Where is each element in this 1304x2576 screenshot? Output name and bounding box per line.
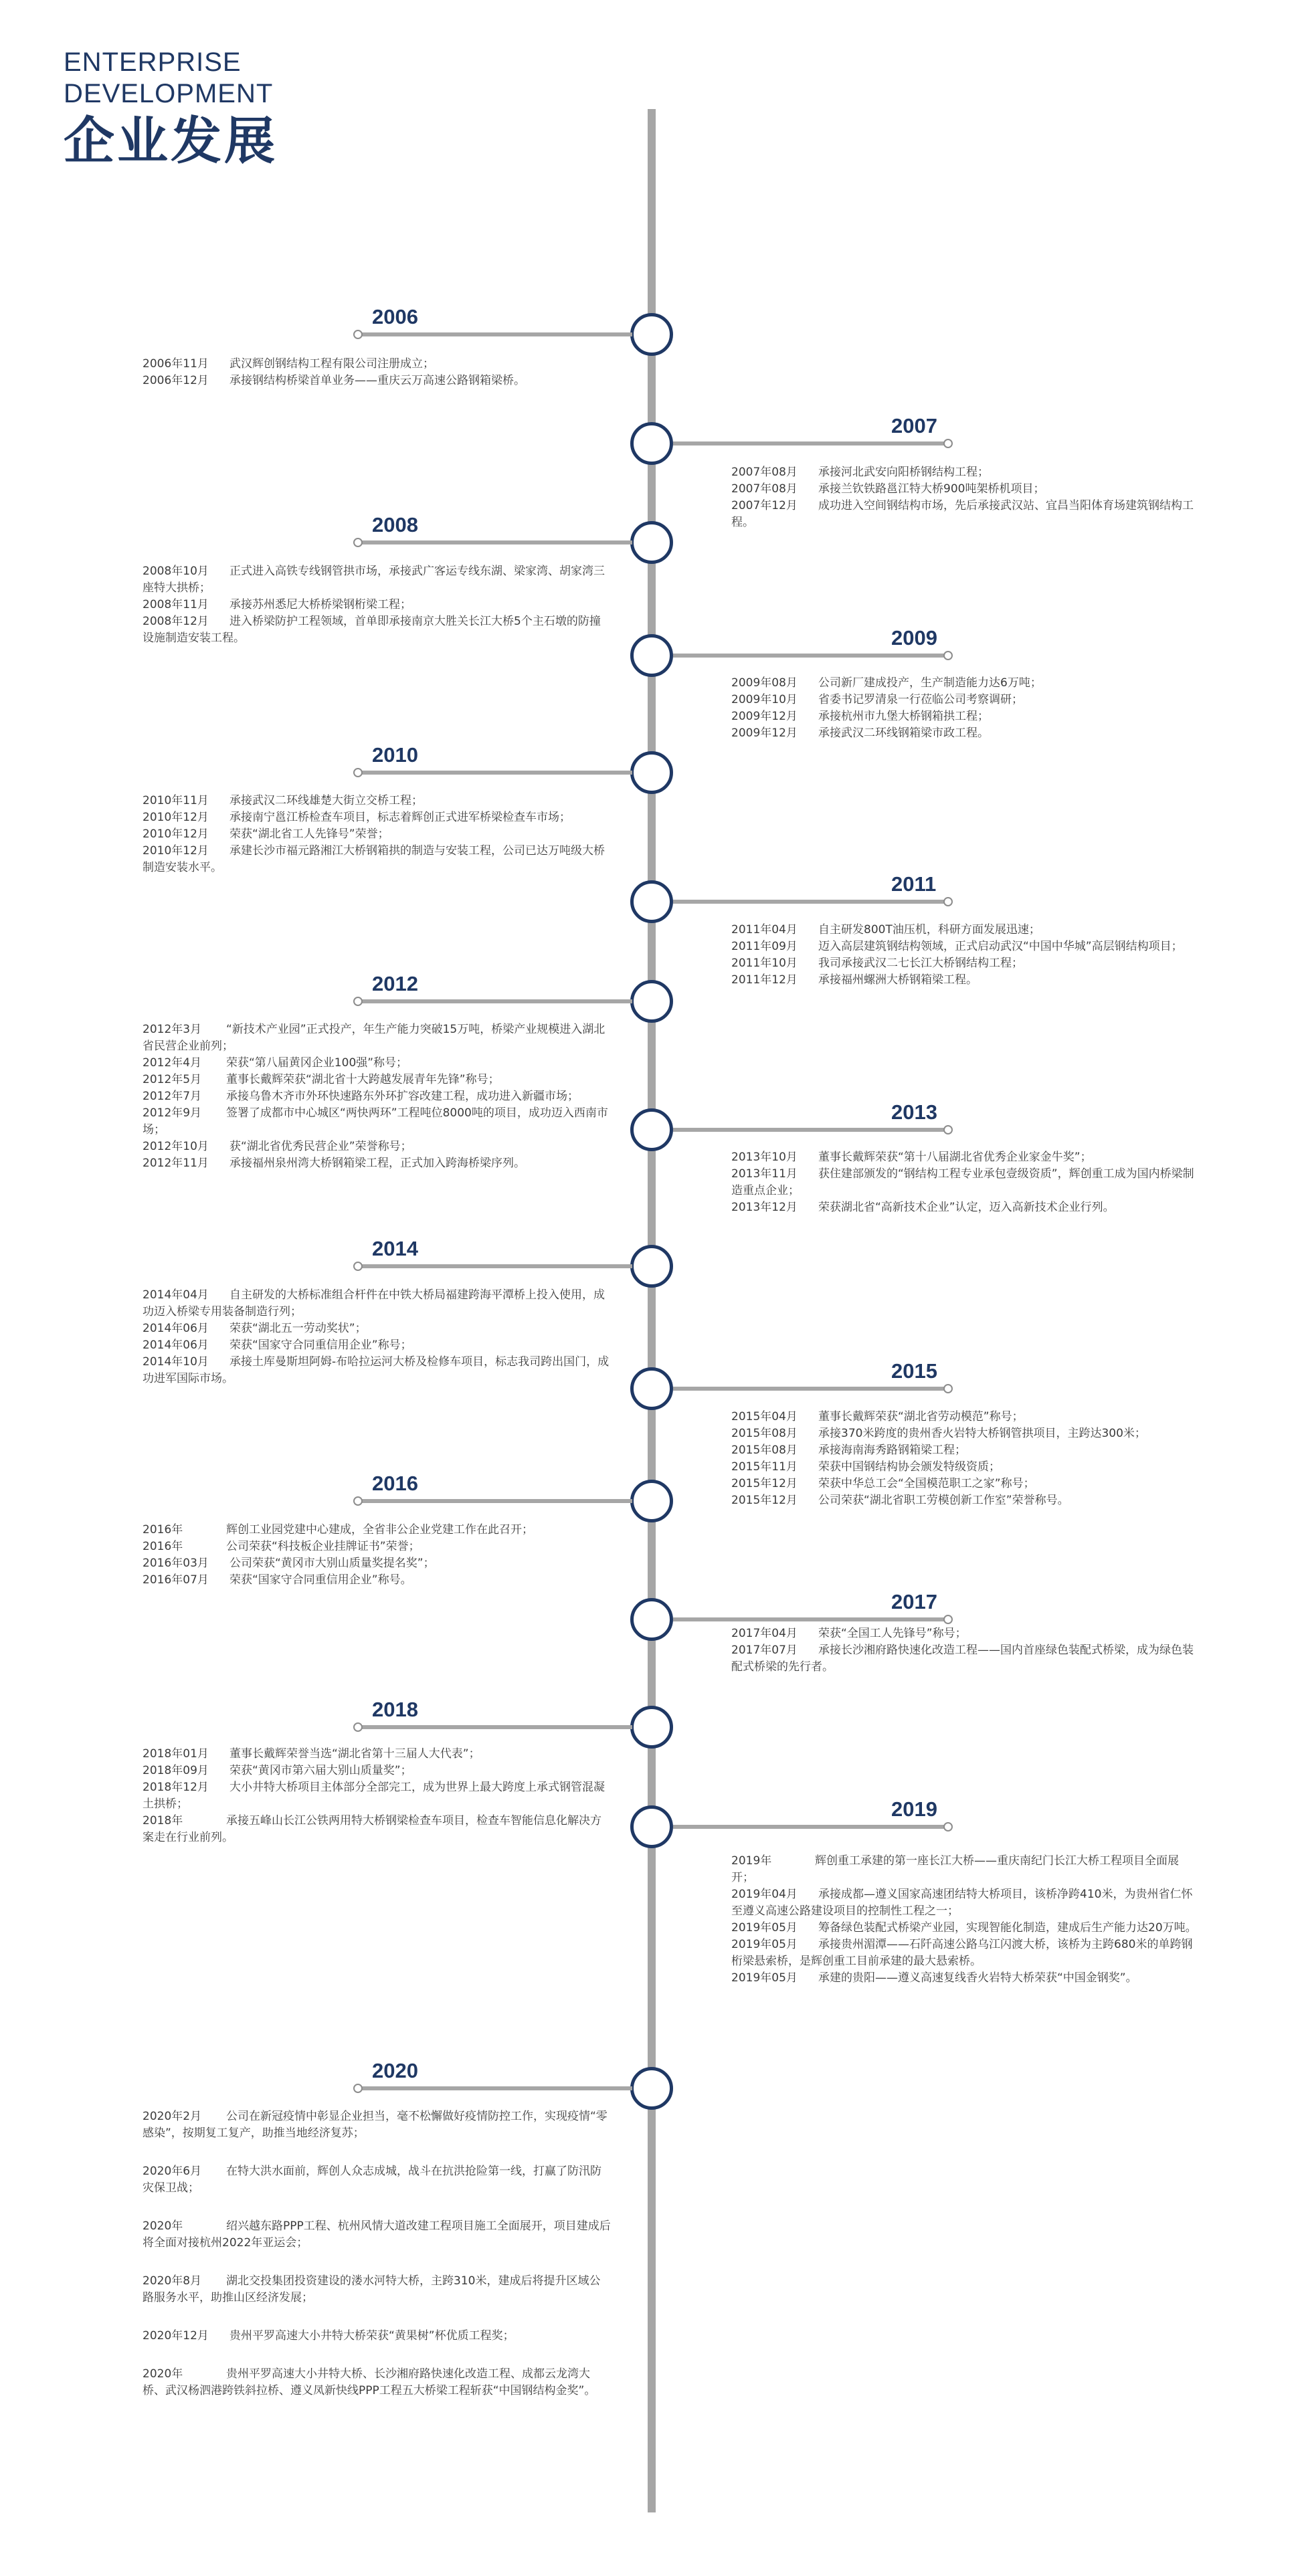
event-date: 2014年06月: [143, 1339, 209, 1352]
event-date: 2009年12月: [731, 726, 798, 740]
events-2015: [731, 1409, 1200, 1509]
timeline-branch-2020: [358, 2086, 632, 2090]
event-item: [731, 464, 1200, 481]
timeline-node-2017: [630, 1598, 673, 1641]
event-item: [143, 2218, 611, 2252]
event-item: [143, 1155, 611, 1172]
event-item: [731, 972, 1200, 989]
timeline-node-2018: [630, 1706, 673, 1749]
event-item: [731, 1642, 1200, 1676]
event-item: [143, 2273, 611, 2306]
timeline-end-dot: [943, 651, 953, 660]
year-label-2015: 2015: [891, 1359, 937, 1383]
year-label-2010: 2010: [372, 743, 418, 767]
event-item: [143, 2366, 611, 2399]
year-label-2017: 2017: [891, 1590, 937, 1613]
timeline-branch-2010: [358, 771, 632, 775]
event-item: [731, 1920, 1200, 1937]
event-date: 2020年: [143, 2219, 183, 2233]
event-item: [143, 1055, 611, 1072]
event-date: 2008年10月: [143, 565, 209, 578]
event-date: 2015年12月: [731, 1477, 798, 1490]
event-text: 荣获“国家守合同重信用企业”称号。: [229, 1573, 412, 1587]
event-item: [731, 922, 1200, 938]
event-text: “新技术产业园”正式投产，年生产能力突破15万吨，桥梁产业规模进入湖北省民营企业前列；: [143, 1023, 606, 1053]
timeline-spine: [648, 109, 656, 2512]
timeline-node-2007: [630, 422, 673, 465]
event-text: 承接武汉二环线钢箱梁市政工程。: [818, 726, 989, 740]
event-date: 2017年07月: [731, 1644, 798, 1657]
event-text: 获住建部颁发的“钢结构工程专业承包壹级资质”，辉创重工成为国内桥梁制造重点企业；: [731, 1167, 1194, 1197]
event-item: [731, 955, 1200, 972]
event-date: 2012年3月: [143, 1023, 202, 1036]
event-item: [731, 708, 1200, 725]
event-text: 承接海南海秀路钢箱梁工程；: [818, 1444, 966, 1457]
events-2012: [143, 1021, 611, 1172]
event-date: 2016年07月: [143, 1573, 209, 1587]
event-date: 2007年08月: [731, 482, 798, 496]
event-text: 公司新厂建成投产，生产制造能力达6万吨；: [818, 676, 1042, 690]
timeline-branch-2008: [358, 540, 632, 544]
timeline-branch-2006: [358, 332, 632, 336]
event-date: 2012年4月: [143, 1056, 202, 1070]
event-item: [143, 1813, 611, 1846]
timeline-node-2014: [630, 1245, 673, 1288]
event-text: 承接贵州湄潭——石阡高速公路乌江闪渡大桥，该桥为主跨680米的单跨钢桁梁悬索桥，是辉创重工目前承建的最大悬索桥。: [731, 1938, 1193, 1968]
event-item: [143, 1072, 611, 1088]
event-date: 2011年09月: [731, 940, 798, 953]
event-text: 承接杭州市九堡大桥钢箱拱工程；: [818, 710, 989, 723]
timeline-node-2010: [630, 751, 673, 794]
event-date: 2012年10月: [143, 1140, 209, 1153]
year-label-2013: 2013: [891, 1100, 937, 1124]
event-text: 省委书记罗清泉一行莅临公司考察调研；: [818, 693, 1023, 706]
timeline-node-2006: [630, 313, 673, 356]
event-date: 2018年: [143, 1814, 183, 1827]
event-date: 2011年12月: [731, 973, 798, 987]
event-item: [143, 1287, 611, 1320]
event-item: [731, 481, 1200, 498]
event-date: 2010年12月: [143, 811, 209, 824]
year-label-2011: 2011: [891, 872, 937, 896]
event-text: 正式进入高铁专线钢管拱市场，承接武广客运专线东湖、梁家湾、胡家湾三座特大拱桥；: [143, 565, 605, 595]
event-text: 承接长沙湘府路快速化改造工程——国内首座绿色装配式桥梁，成为绿色装配式桥梁的先行者。: [731, 1644, 1194, 1674]
header-english-line-1: ENTERPRISE: [64, 47, 242, 77]
event-text: 荣获湖北省“高新技术企业”认定，迈入高新技术企业行列。: [818, 1201, 1115, 1214]
timeline-branch-2015: [673, 1387, 947, 1391]
event-date: 2010年12月: [143, 844, 209, 858]
event-text: 绍兴越东路PPP工程、杭州风情大道改建工程项目施工全面展开，项目建成后将全面对接杭州2022年亚运会；: [143, 2219, 611, 2250]
event-item: [143, 1138, 611, 1155]
timeline-end-dot: [943, 1822, 953, 1831]
event-text: 承接兰钦铁路邕江特大桥900吨架桥机项目；: [818, 482, 1045, 496]
event-date: 2020年8月: [143, 2274, 202, 2288]
event-date: 2011年04月: [731, 923, 798, 936]
event-date: 2020年: [143, 2367, 183, 2381]
event-text: 承接武汉二环线雄楚大街立交桥工程；: [229, 794, 423, 807]
timeline-end-dot: [353, 1722, 363, 1732]
event-text: 荣获“全国工人先锋号”称号；: [818, 1627, 967, 1640]
page-title: 企业发展: [64, 111, 278, 171]
year-label-2008: 2008: [372, 513, 418, 536]
event-item: [731, 1937, 1200, 1970]
event-item: [731, 1199, 1200, 1216]
event-date: 2014年04月: [143, 1288, 209, 1302]
timeline-branch-2019: [673, 1825, 947, 1829]
event-date: 2010年11月: [143, 794, 209, 807]
event-text: 荣获中国钢结构协会颁发特级资质；: [818, 1460, 1000, 1474]
event-text: 荣获“黄冈市第六届大别山质量奖”；: [229, 1764, 412, 1777]
event-text: 筹备绿色装配式桥梁产业园，实现智能化制造，建成后生产能力达20万吨。: [818, 1921, 1197, 1935]
event-text: 公司荣获“科技板企业挂牌证书”荣誉；: [226, 1540, 420, 1553]
year-label-2007: 2007: [891, 414, 937, 437]
event-date: 2009年12月: [731, 710, 798, 723]
timeline-node-2013: [630, 1108, 673, 1151]
event-text: 进入桥梁防护工程领域，首单即承接南京大胜关长江大桥5个主石墩的防撞设施制造安装工程。: [143, 615, 601, 645]
timeline-end-dot: [353, 1262, 363, 1271]
year-label-2009: 2009: [891, 626, 937, 650]
event-text: 承接南宁邕江桥检查车项目，标志着辉创正式进军桥梁检查车市场；: [229, 811, 571, 824]
event-text: 荣获“湖北五一劳动奖状”；: [229, 1322, 367, 1335]
event-text: 承接福州螺洲大桥钢箱梁工程。: [818, 973, 977, 987]
event-item: [143, 1539, 611, 1555]
events-2013: [731, 1149, 1200, 1216]
event-date: 2015年12月: [731, 1494, 798, 1507]
event-item: [143, 597, 611, 613]
event-text: 贵州平罗高速大小井特大桥、长沙湘府路快速化改造工程、成都云龙湾大桥、武汉杨泗港跨铁斜拉桥、遵义凤新快线PPP工程五大桥梁工程斩获“中国钢结构金奖”。: [143, 2367, 596, 2397]
event-date: 2007年12月: [731, 499, 798, 512]
events-2007: [731, 464, 1200, 531]
event-text: 承接苏州悉尼大桥桥梁钢桁梁工程；: [229, 598, 411, 611]
event-text: 承接370米跨度的贵州香火岩特大桥钢管拱项目，主跨达300米；: [818, 1427, 1146, 1440]
timeline-branch-2013: [673, 1128, 947, 1132]
event-item: [143, 1088, 611, 1105]
event-item: [731, 675, 1200, 692]
event-text: 自主研发的大桥标准组合杆件在中铁大桥局福建跨海平潭桥上投入使用，成功迈入桥梁专用装备制造行列；: [143, 1288, 605, 1318]
event-item: [731, 498, 1200, 531]
event-date: 2012年5月: [143, 1073, 202, 1086]
event-date: 2019年04月: [731, 1888, 798, 1901]
timeline-branch-2009: [673, 654, 947, 658]
event-item: [731, 1625, 1200, 1642]
event-date: 2011年10月: [731, 957, 798, 970]
event-item: [143, 1779, 611, 1813]
timeline-branch-2016: [358, 1499, 632, 1503]
event-text: 董事长戴辉荣获“湖北省十大跨越发展青年先锋”称号；: [226, 1073, 500, 1086]
event-item: [143, 1746, 611, 1763]
event-date: 2013年12月: [731, 1201, 798, 1214]
timeline-node-2019: [630, 1805, 673, 1848]
event-date: 2016年: [143, 1540, 183, 1553]
event-date: 2016年03月: [143, 1557, 209, 1570]
event-text: 自主研发800T油压机，科研方面发展迅速；: [818, 923, 1040, 936]
timeline-node-2020: [630, 2067, 673, 2110]
events-2011: [731, 922, 1200, 989]
events-2017: [731, 1625, 1200, 1676]
event-item: [731, 1853, 1200, 1886]
year-label-2014: 2014: [372, 1237, 418, 1260]
events-2014: [143, 1287, 611, 1387]
event-item: [143, 1337, 611, 1354]
year-label-2012: 2012: [372, 972, 418, 995]
event-item: [143, 356, 611, 373]
event-text: 贵州平罗高速大小井特大桥荣获“黄果树”杯优质工程奖；: [229, 2329, 515, 2343]
event-date: 2018年09月: [143, 1764, 209, 1777]
event-text: 公司荣获“黄冈市大别山质量奖提名奖”；: [229, 1557, 435, 1570]
event-text: 承接河北武安向阳桥钢结构工程；: [818, 466, 989, 479]
timeline-branch-2018: [358, 1725, 632, 1729]
event-text: 成功进入空间钢结构市场，先后承接武汉站、宜昌当阳体育场建筑钢结构工程。: [731, 499, 1194, 529]
year-label-2016: 2016: [372, 1472, 418, 1495]
timeline-end-dot: [943, 1384, 953, 1393]
event-text: 承接乌鲁木齐市外环快速路东外环扩容改建工程，成功进入新疆市场；: [226, 1090, 579, 1103]
events-2016: [143, 1522, 611, 1589]
events-2006: [143, 356, 611, 389]
event-text: 签署了成都市中心城区“两快两环”工程吨位8000吨的项目，成功迈入西南市场；: [143, 1106, 608, 1136]
timeline-end-dot: [943, 897, 953, 906]
event-text: 迈入高层建筑钢结构领域，正式启动武汉“中国中华城”高层钢结构项目；: [818, 940, 1183, 953]
events-2019: [731, 1853, 1200, 1987]
event-date: 2020年2月: [143, 2110, 202, 2123]
event-text: 我司承接武汉二七长江大桥钢结构工程；: [818, 957, 1023, 970]
event-date: 2018年12月: [143, 1781, 209, 1794]
event-item: [143, 1320, 611, 1337]
event-text: 承接福州泉州湾大桥钢箱梁工程，正式加入跨海桥梁序列。: [229, 1157, 525, 1170]
events-2018: [143, 1746, 611, 1846]
event-text: 荣获中华总工会“全国模范职工之家”称号；: [818, 1477, 1035, 1490]
event-item: [143, 793, 611, 809]
event-text: 获“湖北省优秀民营企业”荣誉称号；: [229, 1140, 412, 1153]
event-item: [731, 1970, 1200, 1987]
event-date: 2006年12月: [143, 374, 209, 387]
event-text: 荣获“湖北省工人先锋号”荣誉；: [229, 827, 389, 841]
timeline-end-dot: [353, 997, 363, 1006]
event-item: [731, 1149, 1200, 1166]
event-date: 2013年11月: [731, 1167, 798, 1181]
event-item: [143, 809, 611, 826]
event-text: 董事长戴辉荣获“第十八届湖北省优秀企业家金牛奖”；: [818, 1151, 1092, 1164]
event-item: [731, 1492, 1200, 1509]
year-label-2020: 2020: [372, 2059, 418, 2082]
event-item: [143, 843, 611, 876]
timeline-branch-2011: [673, 900, 947, 904]
event-text: 在特大洪水面前，辉创人众志成城，战斗在抗洪抢险第一线，打赢了防汛防灾保卫战；: [143, 2165, 601, 2195]
event-text: 承建长沙市福元路湘江大桥钢箱拱的制造与安装工程，公司已达万吨级大桥制造安装水平。: [143, 844, 605, 874]
event-item: [143, 2163, 611, 2197]
event-date: 2019年: [731, 1854, 772, 1868]
timeline-node-2015: [630, 1367, 673, 1410]
event-date: 2019年05月: [731, 1921, 798, 1935]
event-item: [143, 613, 611, 647]
timeline-end-dot: [353, 330, 363, 339]
event-date: 2014年10月: [143, 1355, 209, 1369]
event-text: 承接五峰山长江公铁两用特大桥钢梁检查车项目，检查车智能信息化解决方案走在行业前列。: [143, 1814, 601, 1844]
event-item: [143, 1021, 611, 1055]
event-item: [731, 1425, 1200, 1442]
event-item: [143, 826, 611, 843]
timeline-node-2011: [630, 880, 673, 923]
event-item: [731, 1409, 1200, 1425]
event-text: 荣获“第八届黄冈企业100强”称号；: [226, 1056, 408, 1070]
event-item: [731, 938, 1200, 955]
event-item: [731, 692, 1200, 708]
event-item: [143, 1354, 611, 1387]
event-item: [143, 1555, 611, 1572]
event-date: 2008年11月: [143, 598, 209, 611]
event-text: 董事长戴辉荣誉当选“湖北省第十三届人大代表”；: [229, 1747, 480, 1761]
event-text: 承接土库曼斯坦阿姆-布哈拉运河大桥及检修车项目，标志我司跨出国门，成功进军国际市场。: [143, 1355, 610, 1385]
event-date: 2018年01月: [143, 1747, 209, 1761]
events-2020: [143, 2108, 611, 2421]
event-item: [731, 1459, 1200, 1476]
timeline-node-2012: [630, 980, 673, 1023]
event-date: 2007年08月: [731, 466, 798, 479]
timeline-branch-2007: [673, 441, 947, 445]
event-date: 2013年10月: [731, 1151, 798, 1164]
event-text: 武汉辉创钢结构工程有限公司注册成立；: [229, 357, 434, 371]
event-text: 董事长戴辉荣获“湖北省劳动模范”称号；: [818, 1410, 1024, 1423]
event-text: 辉创工业园党建中心建成，全省非公企业党建工作在此召开；: [226, 1523, 533, 1537]
timeline-end-dot: [353, 768, 363, 777]
event-date: 2020年12月: [143, 2329, 209, 2343]
timeline-node-2009: [630, 634, 673, 677]
event-date: 2019年05月: [731, 1938, 798, 1951]
event-date: 2012年11月: [143, 1157, 209, 1170]
events-2009: [731, 675, 1200, 742]
event-date: 2008年12月: [143, 615, 209, 628]
timeline-end-dot: [353, 2084, 363, 2093]
event-date: 2015年11月: [731, 1460, 798, 1474]
event-item: [731, 1886, 1200, 1920]
event-date: 2009年08月: [731, 676, 798, 690]
event-date: 2020年6月: [143, 2165, 202, 2178]
event-date: 2019年05月: [731, 1971, 798, 1985]
event-date: 2006年11月: [143, 357, 209, 371]
event-date: 2009年10月: [731, 693, 798, 706]
event-text: 湖北交投集团投资建设的溇水河特大桥，主跨310米，建成后将提升区域公路服务水平，助推山区经济发展；: [143, 2274, 601, 2304]
timeline-node-2016: [630, 1480, 673, 1522]
timeline-end-dot: [943, 439, 953, 448]
event-text: 承建的贵阳——遵义高速复线香火岩特大桥荣获“中国金钢奖”。: [818, 1971, 1137, 1985]
event-text: 公司在新冠疫情中彰显企业担当，毫不松懈做好疫情防控工作，实现疫情“零感染”，按期复工复产，助推当地经济复苏；: [143, 2110, 608, 2140]
year-label-2006: 2006: [372, 305, 418, 328]
event-item: [731, 1166, 1200, 1199]
events-2008: [143, 563, 611, 647]
header-english-line-2: DEVELOPMENT: [64, 79, 274, 108]
timeline-end-dot: [353, 1496, 363, 1506]
event-item: [731, 1476, 1200, 1492]
event-date: 2015年08月: [731, 1427, 798, 1440]
events-2010: [143, 793, 611, 876]
event-item: [143, 1105, 611, 1138]
event-date: 2012年9月: [143, 1106, 202, 1120]
event-item: [731, 1442, 1200, 1459]
event-text: 承接钢结构桥梁首单业务——重庆云万高速公路钢箱梁桥。: [229, 374, 525, 387]
page-header: [64, 47, 278, 171]
event-item: [731, 725, 1200, 742]
event-date: 2017年04月: [731, 1627, 798, 1640]
event-item: [143, 1572, 611, 1589]
timeline-end-dot: [943, 1125, 953, 1134]
event-date: 2016年: [143, 1523, 183, 1537]
event-text: 承接成都—遵义国家高速团结特大桥项目，该桥净跨410米，为贵州省仁怀至遵义高速公路建设项目的控制性工程之一；: [731, 1888, 1193, 1918]
event-date: 2014年06月: [143, 1322, 209, 1335]
event-date: 2010年12月: [143, 827, 209, 841]
event-item: [143, 1763, 611, 1779]
event-date: 2012年7月: [143, 1090, 202, 1103]
timeline-branch-2017: [673, 1617, 947, 1621]
event-item: [143, 2108, 611, 2142]
event-date: 2015年08月: [731, 1444, 798, 1457]
event-date: 2015年04月: [731, 1410, 798, 1423]
event-text: 公司荣获“湖北省职工劳模创新工作室”荣誉称号。: [818, 1494, 1069, 1507]
event-item: [143, 373, 611, 389]
timeline-end-dot: [353, 538, 363, 547]
year-label-2018: 2018: [372, 1698, 418, 1721]
timeline-end-dot: [943, 1615, 953, 1624]
event-text: 荣获“国家守合同重信用企业”称号；: [229, 1339, 412, 1352]
event-item: [143, 563, 611, 597]
timeline-branch-2014: [358, 1264, 632, 1268]
event-text: 辉创重工承建的第一座长江大桥——重庆南纪门长江大桥工程项目全面展开；: [731, 1854, 1179, 1884]
event-item: [143, 2328, 611, 2345]
year-label-2019: 2019: [891, 1797, 937, 1821]
timeline-branch-2012: [358, 999, 632, 1003]
event-item: [143, 1522, 611, 1539]
timeline-node-2008: [630, 521, 673, 564]
event-text: 大小井特大桥项目主体部分全部完工，成为世界上最大跨度上承式钢管混凝土拱桥；: [143, 1781, 605, 1811]
